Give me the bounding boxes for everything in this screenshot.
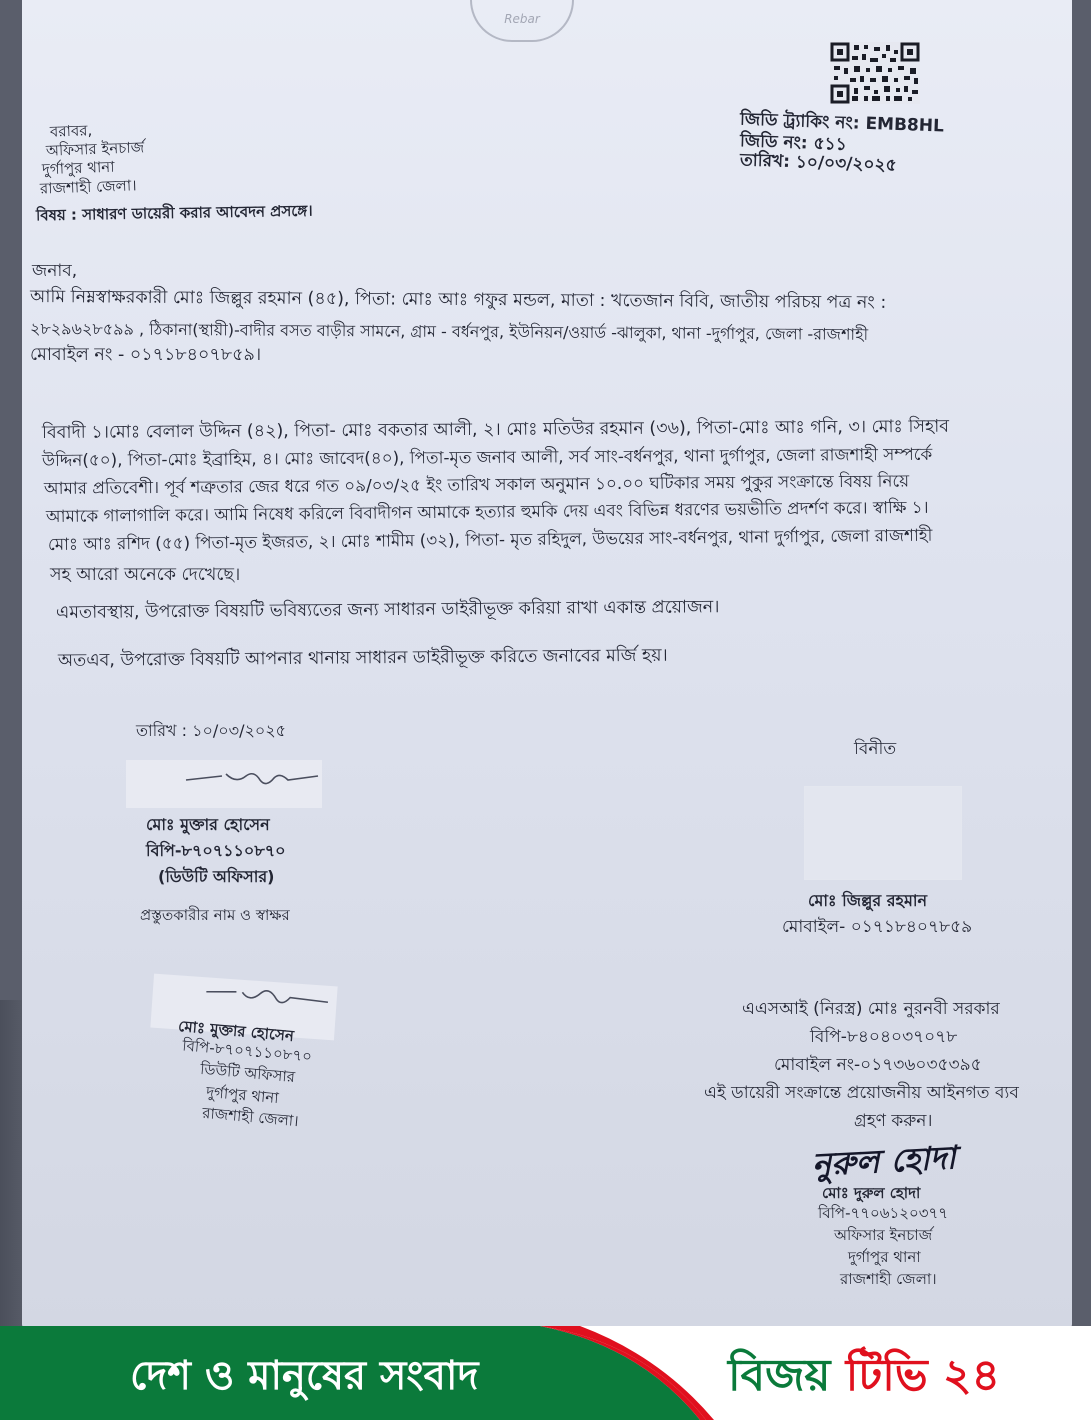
asi-mobile: মোবাইল নং-০১৭৩৬০৩৫৩৯৫ (774, 1055, 982, 1075)
preparer-role: (ডিউটি অফিসার) (158, 867, 275, 886)
brand-logo (728, 1342, 1000, 1415)
banner-tagline: দেশ ও মানুষের সংবাদ (130, 1353, 479, 1399)
applicant-mobile: মোবাইল- ০১৭১৮৪০৭৮৫৯ (782, 917, 973, 937)
asi-bp: বিপি-৮৪০৪০৩৭০৭৮ (810, 1027, 958, 1047)
para4: অতএব, উপরোক্ত বিষয়টি আপনার থানায় সাধারন ডাইরীভূক্ত করিতে জনাবের মর্জি হয়। (57, 645, 668, 671)
oc-station: দুর্গাপুর থানা (848, 1248, 921, 1266)
news-banner (0, 1326, 1091, 1420)
oc-district: রাজশাহী জেলা। (840, 1270, 937, 1288)
stamp1-bp: বিপি-৮৭০৭১১০৮৭০ (181, 1036, 313, 1066)
para2-line: বিবাদী ১।মোঃ বেলাল উদ্দিন (৪২), পিতা- মোঃ বকতার আলী, ২। মোঃ মতিউর রহমান (৩৬), পিতা-মোঃ আঃ গনি, ৩। মোঃ সিহাব (41, 416, 950, 443)
seal-text: Rebar (504, 12, 540, 26)
para2-line: আমাকে গালাগালি করে। আমি নিষেধ করিলে বিবাদীগন আমাকে হত্যার হুমকি দেয় এবং বিভিন্ন ধরণের ভয়ভীতি প্রদর্শণ করে। স্বাক্ষি ১। (45, 496, 929, 526)
yours-faithfully: বিনীত (854, 739, 897, 759)
preparer-bp: বিপি-৮৭০৭১১০৮৭০ (146, 841, 286, 860)
stamp1-station: দুর্গাপুর থানা (205, 1082, 280, 1108)
para2-line: উদ্দিন(৫০), পিতা-মোঃ ইব্রাহিম, ৪। মোঃ জাবেদ(৪০), পিতা-মৃত জনাব আলী, সর্ব সাং-বর্ধনপুর, থানা দুর্গাপুর, জেলা রাজশাহী সম্পর্কে (41, 443, 933, 470)
gd-date: তারিখ: ১০/০৩/২০২৫ (739, 150, 897, 176)
preparer-signature (182, 766, 322, 796)
asi-name: এএসআই (নিরস্ত্র) মোঃ নুরনবী সরকার (742, 999, 1000, 1019)
para1-line: ২৮২৯৬২৮৫৯৯ , ঠিকানা(স্থায়ী)-বাদীর বসত বাড়ীর সামনে, গ্রাম - বর্ধনপুর, ইউনিয়ন/ওয়ার্ড -ঝালুকা, থানা -দুর্গাপুর, জেলা -রাজশাহী (29, 319, 869, 344)
brand-logo-part2: টিভি ২৪ (830, 1350, 1001, 1401)
oc-bp: বিপি-৭৭০৬১২০৩৭৭ (818, 1204, 949, 1222)
application-date: তারিখ : ১০/০৩/২০২৫ (136, 721, 287, 740)
para2-line: আমার প্রতিবেশী। পূর্ব শত্রুতার জের ধরে গত ০৯/০৩/২৫ ইং তারিখ সকাল অনুমান ১০.০০ ঘটিকার সময় পুকুর সংক্রান্তে বিষয় নিয়ে (43, 470, 910, 498)
applicant-signature-box (804, 786, 962, 880)
stamp1-name: মোঃ মুক্তার হোসেন (177, 1016, 295, 1046)
recipient-title: অফিসার ইনচার্জ (45, 138, 145, 160)
police-seal (470, 0, 574, 42)
para2-line: মোঃ আঃ রশিদ (৫৫) পিতা-মৃত ইজরত, ২। মোঃ শামীম (৩২), পিতা- মৃত রহিদুল, উভয়ের সাং-বর্ধনপুর, থানা দুর্গাপুর, জেলা রাজশাহী (47, 524, 933, 554)
asi-instruction-end: গ্রহণ করুন। (854, 1111, 933, 1131)
applicant-name: মোঃ জিল্লুর রহমান (808, 891, 928, 910)
preparer-caption: প্রস্তুতকারীর নাম ও স্বাক্ষর (140, 906, 290, 924)
stamp1-role: ডিউটি অফিসার (199, 1059, 296, 1087)
salutation: জনাব, (32, 261, 78, 281)
preparer-name: মোঃ মুক্তার হোসেন (146, 815, 270, 834)
asi-instruction: এই ডায়েরী সংক্রান্তে প্রয়োজনীয় আইনগত ব্যব (704, 1083, 1019, 1103)
gd-document-paper (22, 0, 1072, 1330)
gd-number: জিডি নং: ৫১১ (739, 131, 848, 155)
oc-name: মোঃ দুরুল হোদা (822, 1184, 921, 1202)
brand-logo-part1: বিজয় (728, 1350, 831, 1401)
gd-tracking-number: জিডি ট্র্যাকিং নং: EMB8HL (739, 109, 945, 137)
recipient-district: রাজশাহী জেলা। (39, 176, 137, 198)
qr-code-icon (830, 42, 920, 104)
para2-line: সহ আরো অনেকে দেখেছে। (50, 565, 241, 585)
para1-line: মোবাইল নং - ০১৭১৮৪০৭৮৫৯। (30, 345, 262, 365)
para3: এমতাবস্থায়, উপরোক্ত বিষয়টি ভবিষ্যতের জন্য সাধারন ডাইরীভূক্ত করিয়া রাখা একান্ত প্রয়োজন। (55, 597, 720, 623)
recipient-to: বরাবর, (49, 121, 93, 141)
para1-line: আমি নিম্নস্বাক্ষরকারী মোঃ জিল্লুর রহমান (৪৫), পিতা: মোঃ আঃ গফুর মন্ডল, মাতা : খতেজান বিবি, জাতীয় পরিচয় পত্র নং : (29, 287, 887, 313)
stamp1-district: রাজশাহী জেলা। (201, 1103, 300, 1131)
oc-signature: নুরুল হোদা (810, 1138, 957, 1184)
subject-line: বিষয় : সাধারণ ডায়েরী করার আবেদন প্রসঙ্গে। (35, 201, 313, 225)
oc-role: অফিসার ইনচার্জ (834, 1226, 933, 1244)
recipient-station: দুর্গাপুর থানা (41, 157, 115, 179)
